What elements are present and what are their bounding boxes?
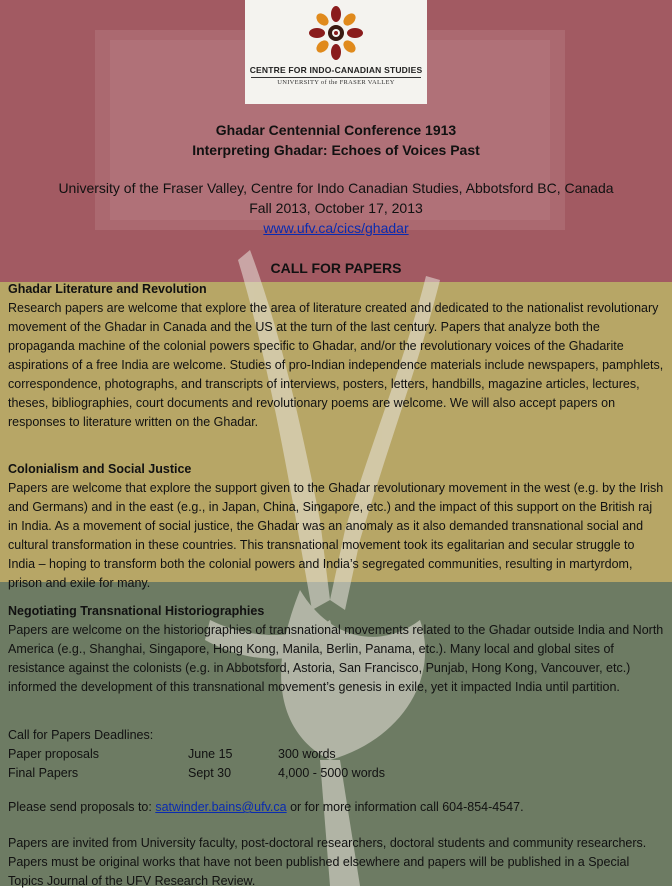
invitation-paragraph: Papers are invited from University faculty, post-doctoral researchers, doctoral students and community researchers. Papers must be original works that have not been published elsewhere and papers will be published in a Special Topics Journal of the UFV Research Review.: [8, 836, 647, 888]
deadlines-heading: Call for Papers Deadlines:: [8, 728, 154, 742]
logo-line1: [245, 65, 427, 75]
lotus-mandala-icon: [307, 4, 365, 62]
venue-block: [0, 178, 672, 238]
section-colonialism: [8, 460, 664, 593]
deadlines-block: [8, 726, 508, 783]
conference-url-link[interactable]: www.ufv.ca/cics/ghadar: [263, 220, 409, 236]
section-body: Papers are welcome on the historiographies of transnational movements related to the Ghadar outside India and North America (e.g., Shanghai, Singapore, Hong Kong, Manila, Berlin, Panama, etc.). Many local and global sites of resistance against the colonists (e.g. in Abbotsford, Astoria, San Francisco, Punjab, Hong Kong, Vancouver, etc.) informed the development of this transnational movement’s genesis in exile, yet it impacted India until partition.: [8, 623, 664, 694]
contact-line: [8, 798, 524, 817]
section-heading: Negotiating Transnational Historiographies: [8, 604, 265, 618]
section-literature: [8, 280, 664, 432]
contact-email-link[interactable]: satwinder.bains@ufv.ca: [155, 800, 287, 814]
date-text: Fall 2013, October 17, 2013: [249, 200, 423, 216]
logo-divider: [251, 77, 421, 78]
section-body: Research papers are welcome that explore the area of literature created and dedicated to the nationalist revolutionary movement of the Ghadar in Canada and the US at the turn of the last century. Papers that analyze both the propaganda machine of the colonial powers specific to Ghadar, and/or the revolutionary voices of the Ghadarite aspirations of a free India are welcome. Studies of pro-Indian independence materials include newspapers, pamphlets, correspondence, photographs, and transcripts of interviews, posters, letters, handbills, magazine articles, lectures, theses, bibliographies, court documents and revolutionary poems are welcome. We will also accept papers on responses to literature written on the Ghadar.: [8, 301, 664, 429]
deadline-length: 4,000 - 5000 words: [278, 766, 386, 780]
call-for-papers-heading: CALL FOR PAPERS: [270, 260, 402, 276]
logo-line1-a: CENTRE FOR: [249, 65, 310, 75]
deadline-length: 300 words: [278, 747, 336, 761]
conference-title: Ghadar Centennial Conference 1913: [215, 122, 457, 138]
contact-prefix: Please send proposals to:: [8, 800, 156, 814]
contact-suffix: or for more information call 604-854-4547.: [286, 800, 524, 814]
conference-title-block: [0, 120, 672, 160]
deadline-row: [8, 745, 508, 764]
deadline-row: [8, 764, 508, 783]
logo-line1-b: INDO-CANADIAN STUDIES: [309, 65, 423, 75]
cics-logo: [245, 0, 427, 104]
deadline-label: Final Papers: [8, 766, 79, 780]
conference-subtitle: Interpreting Ghadar: Echoes of Voices Past: [192, 142, 480, 158]
section-body: Papers are welcome that explore the support given to the Ghadar revolutionary movement in the west (e.g. by the Irish and Germans) and in the east (e.g., in Japan, China, Singapore, etc.) and the impact of this support on the British raj in India. As a movement of social justice, the Ghadar was an anomaly as it also demanded transnational social and cultural transformation in these countries. This transnational movement took its egalitarian and secular struggle to India – hoping to transform both the colonial powers and India’s segregated communities, resulting in martyrdom, prison and exile for many.: [8, 481, 664, 590]
deadline-date: June 15: [188, 747, 233, 761]
deadline-label: Paper proposals: [8, 747, 100, 761]
section-heading: Ghadar Literature and Revolution: [8, 282, 207, 296]
venue-text: University of the Fraser Valley, Centre for Indo Canadian Studies, Abbotsford BC, Canada: [58, 180, 614, 196]
section-heading: Colonialism and Social Justice: [8, 462, 192, 476]
deadline-date: Sept 30: [188, 766, 232, 780]
logo-line2: UNIVERSITY of the FRASER VALLEY: [277, 79, 395, 86]
section-historiographies: [8, 602, 664, 697]
